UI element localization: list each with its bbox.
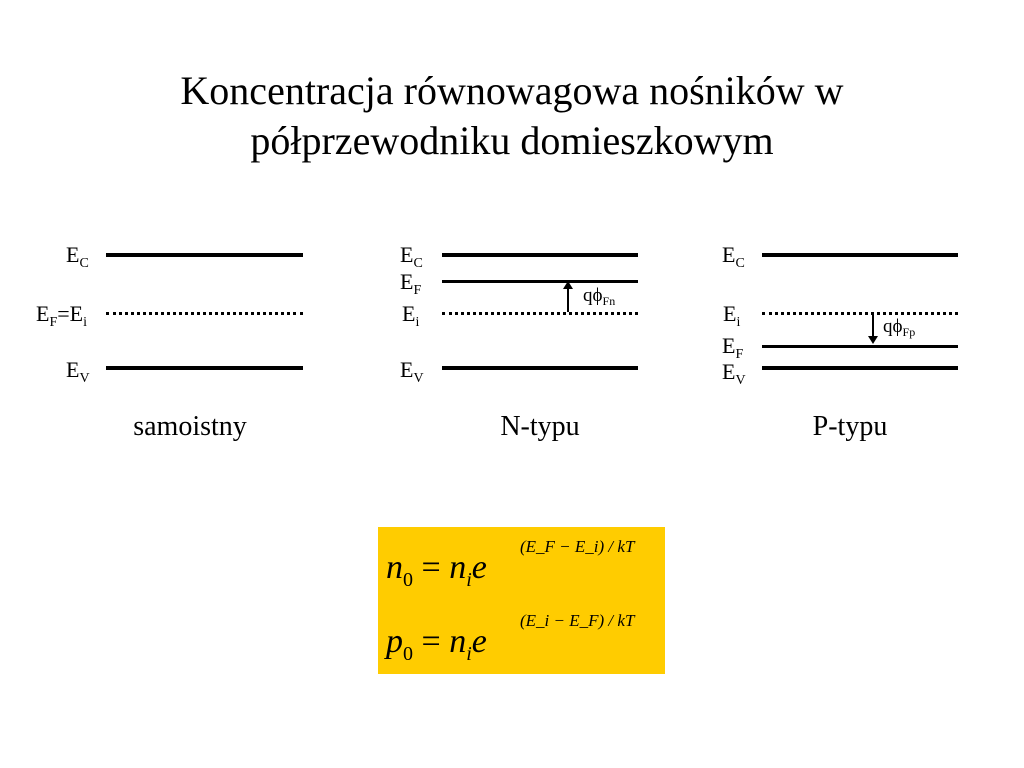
formula-n0: $n_0 = n_ie$ (E_F − E_i) / kT bbox=[386, 537, 635, 591]
intrinsic-level-line bbox=[762, 312, 958, 315]
up-arrow-icon bbox=[561, 281, 575, 313]
ev-label: $E_V$ bbox=[400, 357, 424, 386]
ev-label: $E_V$ bbox=[66, 357, 90, 386]
slide-title bbox=[0, 66, 1024, 166]
intrinsic-level-line bbox=[106, 312, 303, 315]
title-line-1: Koncentracja równowagowa nośników w bbox=[180, 68, 844, 113]
formula-box bbox=[378, 527, 665, 674]
fermi-level-line bbox=[762, 345, 958, 348]
phi-fp-label: $q\phi_{Fp}$ bbox=[883, 316, 916, 339]
fermi-level-line bbox=[442, 280, 638, 283]
ef-label: $E_F$ bbox=[400, 269, 422, 298]
valence-band-line bbox=[442, 366, 638, 370]
ec-label: $E_C$ bbox=[400, 242, 423, 271]
caption-p-type: P-typu bbox=[812, 411, 888, 442]
ef-ei-label: $E_F=E_i$ bbox=[36, 301, 87, 330]
ec-label: $E_C$ bbox=[722, 242, 745, 271]
valence-band-line bbox=[762, 366, 958, 370]
conduction-band-line bbox=[762, 253, 958, 257]
ev-label: $E_V$ bbox=[722, 359, 746, 388]
intrinsic-level-line bbox=[442, 312, 638, 315]
valence-band-line bbox=[106, 366, 303, 370]
conduction-band-line bbox=[106, 253, 303, 257]
phi-fn-label: $q\phi_{Fn}$ bbox=[583, 285, 616, 308]
exponent-p0: (E_i − E_F) / kT bbox=[520, 611, 635, 630]
conduction-band-line bbox=[442, 253, 638, 257]
caption-intrinsic: samoistny bbox=[133, 411, 247, 442]
title-line-2: półprzewodniku domieszkowym bbox=[250, 118, 774, 163]
caption-n-type: N-typu bbox=[500, 411, 580, 442]
down-arrow-icon bbox=[866, 313, 880, 345]
ei-label: $E_i$ bbox=[402, 301, 420, 330]
ei-label: $E_i$ bbox=[723, 301, 741, 330]
ef-label: $E_F$ bbox=[722, 333, 744, 362]
exponent-n0: (E_F − E_i) / kT bbox=[520, 537, 635, 556]
ec-label: $E_C$ bbox=[66, 242, 89, 271]
formula-p0: $p_0 = n_ie$ (E_i − E_F) / kT bbox=[386, 611, 635, 665]
